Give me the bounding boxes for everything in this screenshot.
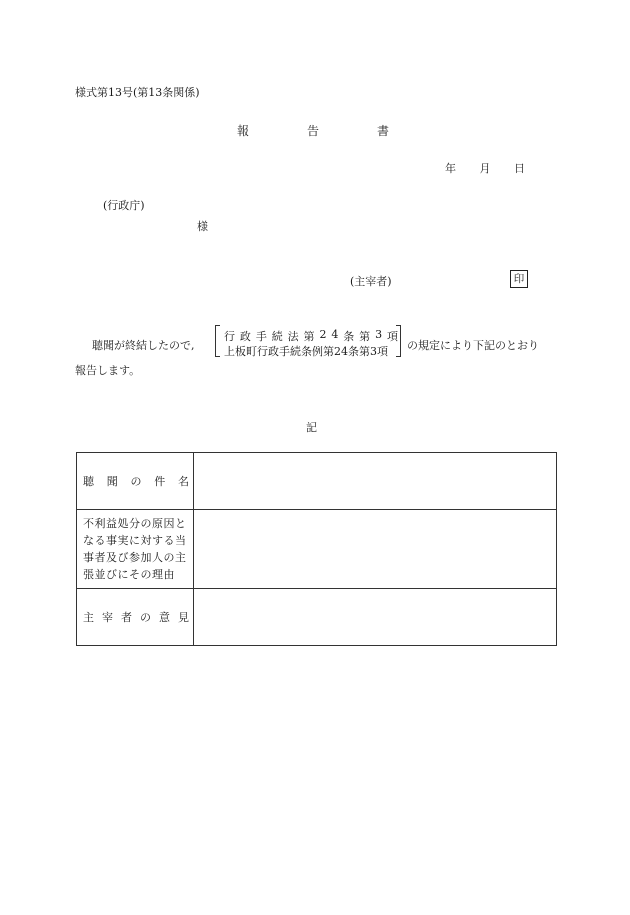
label-char: 聞 (106, 475, 118, 488)
presider-opinion-value (194, 589, 557, 646)
recipient-org: (行政庁) (103, 199, 145, 212)
law-char: 3 (375, 328, 383, 341)
label-char: 者 (121, 611, 132, 624)
date-line (445, 160, 525, 176)
date-day-label: 日 (514, 162, 525, 175)
seal-mark: 印 (510, 270, 528, 288)
title-char: 報 (237, 124, 250, 138)
title-char: 書 (376, 124, 389, 138)
law-char: 続 (271, 330, 283, 343)
title-char: 告 (306, 124, 319, 138)
law-char: 法 (287, 330, 299, 343)
label-char: 件 (154, 475, 166, 488)
law-char: 2 (319, 328, 327, 341)
form-number: 様式第13号(第13条関係) (75, 86, 200, 99)
claims-label-line: 不利益処分の原因と (83, 517, 187, 530)
report-detail-table (76, 452, 557, 646)
claims-label-line: 張並びにその理由 (83, 568, 175, 581)
presider-label: (主宰者) (350, 275, 392, 288)
claims-value (194, 510, 557, 589)
table-row-presider-opinion (77, 589, 557, 646)
law-char: 項 (386, 330, 398, 343)
label-char: 見 (178, 611, 189, 624)
law-char: 行 (224, 330, 235, 343)
claims-label-line: 事者及び参加人の主 (83, 551, 187, 564)
label-char: 宰 (102, 611, 113, 624)
body-lead-text: 聴聞が終結したので, (92, 339, 195, 352)
presider-opinion-label (77, 589, 194, 646)
ki-heading: 記 (306, 421, 317, 434)
recipient-honorific: 様 (197, 220, 208, 233)
hearing-name-label (77, 453, 194, 510)
hearing-name-value (194, 453, 557, 510)
date-year-label: 年 (445, 162, 456, 175)
label-char: 主 (83, 611, 94, 624)
law-char: 手 (255, 330, 267, 343)
law-reference-municipal: 上板町行政手続条例第24条第3項 (224, 345, 388, 358)
label-char: 聴 (83, 475, 94, 488)
body-continuation-text: 報告します。 (75, 364, 141, 377)
date-month-label: 月 (479, 162, 491, 175)
law-char: 政 (239, 330, 251, 343)
law-char: 第 (359, 330, 371, 343)
label-char: 意 (159, 611, 170, 624)
law-reference-national (224, 328, 398, 344)
label-char: 名 (178, 475, 189, 488)
claims-label (77, 510, 194, 589)
law-char: 4 (331, 328, 339, 341)
table-row-claims (77, 510, 557, 589)
body-tail-text: の規定により下記のとおり (407, 339, 539, 352)
law-char: 第 (303, 330, 315, 343)
document-title (237, 122, 389, 139)
label-char: の (130, 475, 142, 488)
label-char: の (140, 611, 151, 624)
law-char: 条 (343, 330, 355, 343)
table-row-hearing-name (77, 453, 557, 510)
claims-label-line: なる事実に対する当 (83, 534, 187, 547)
